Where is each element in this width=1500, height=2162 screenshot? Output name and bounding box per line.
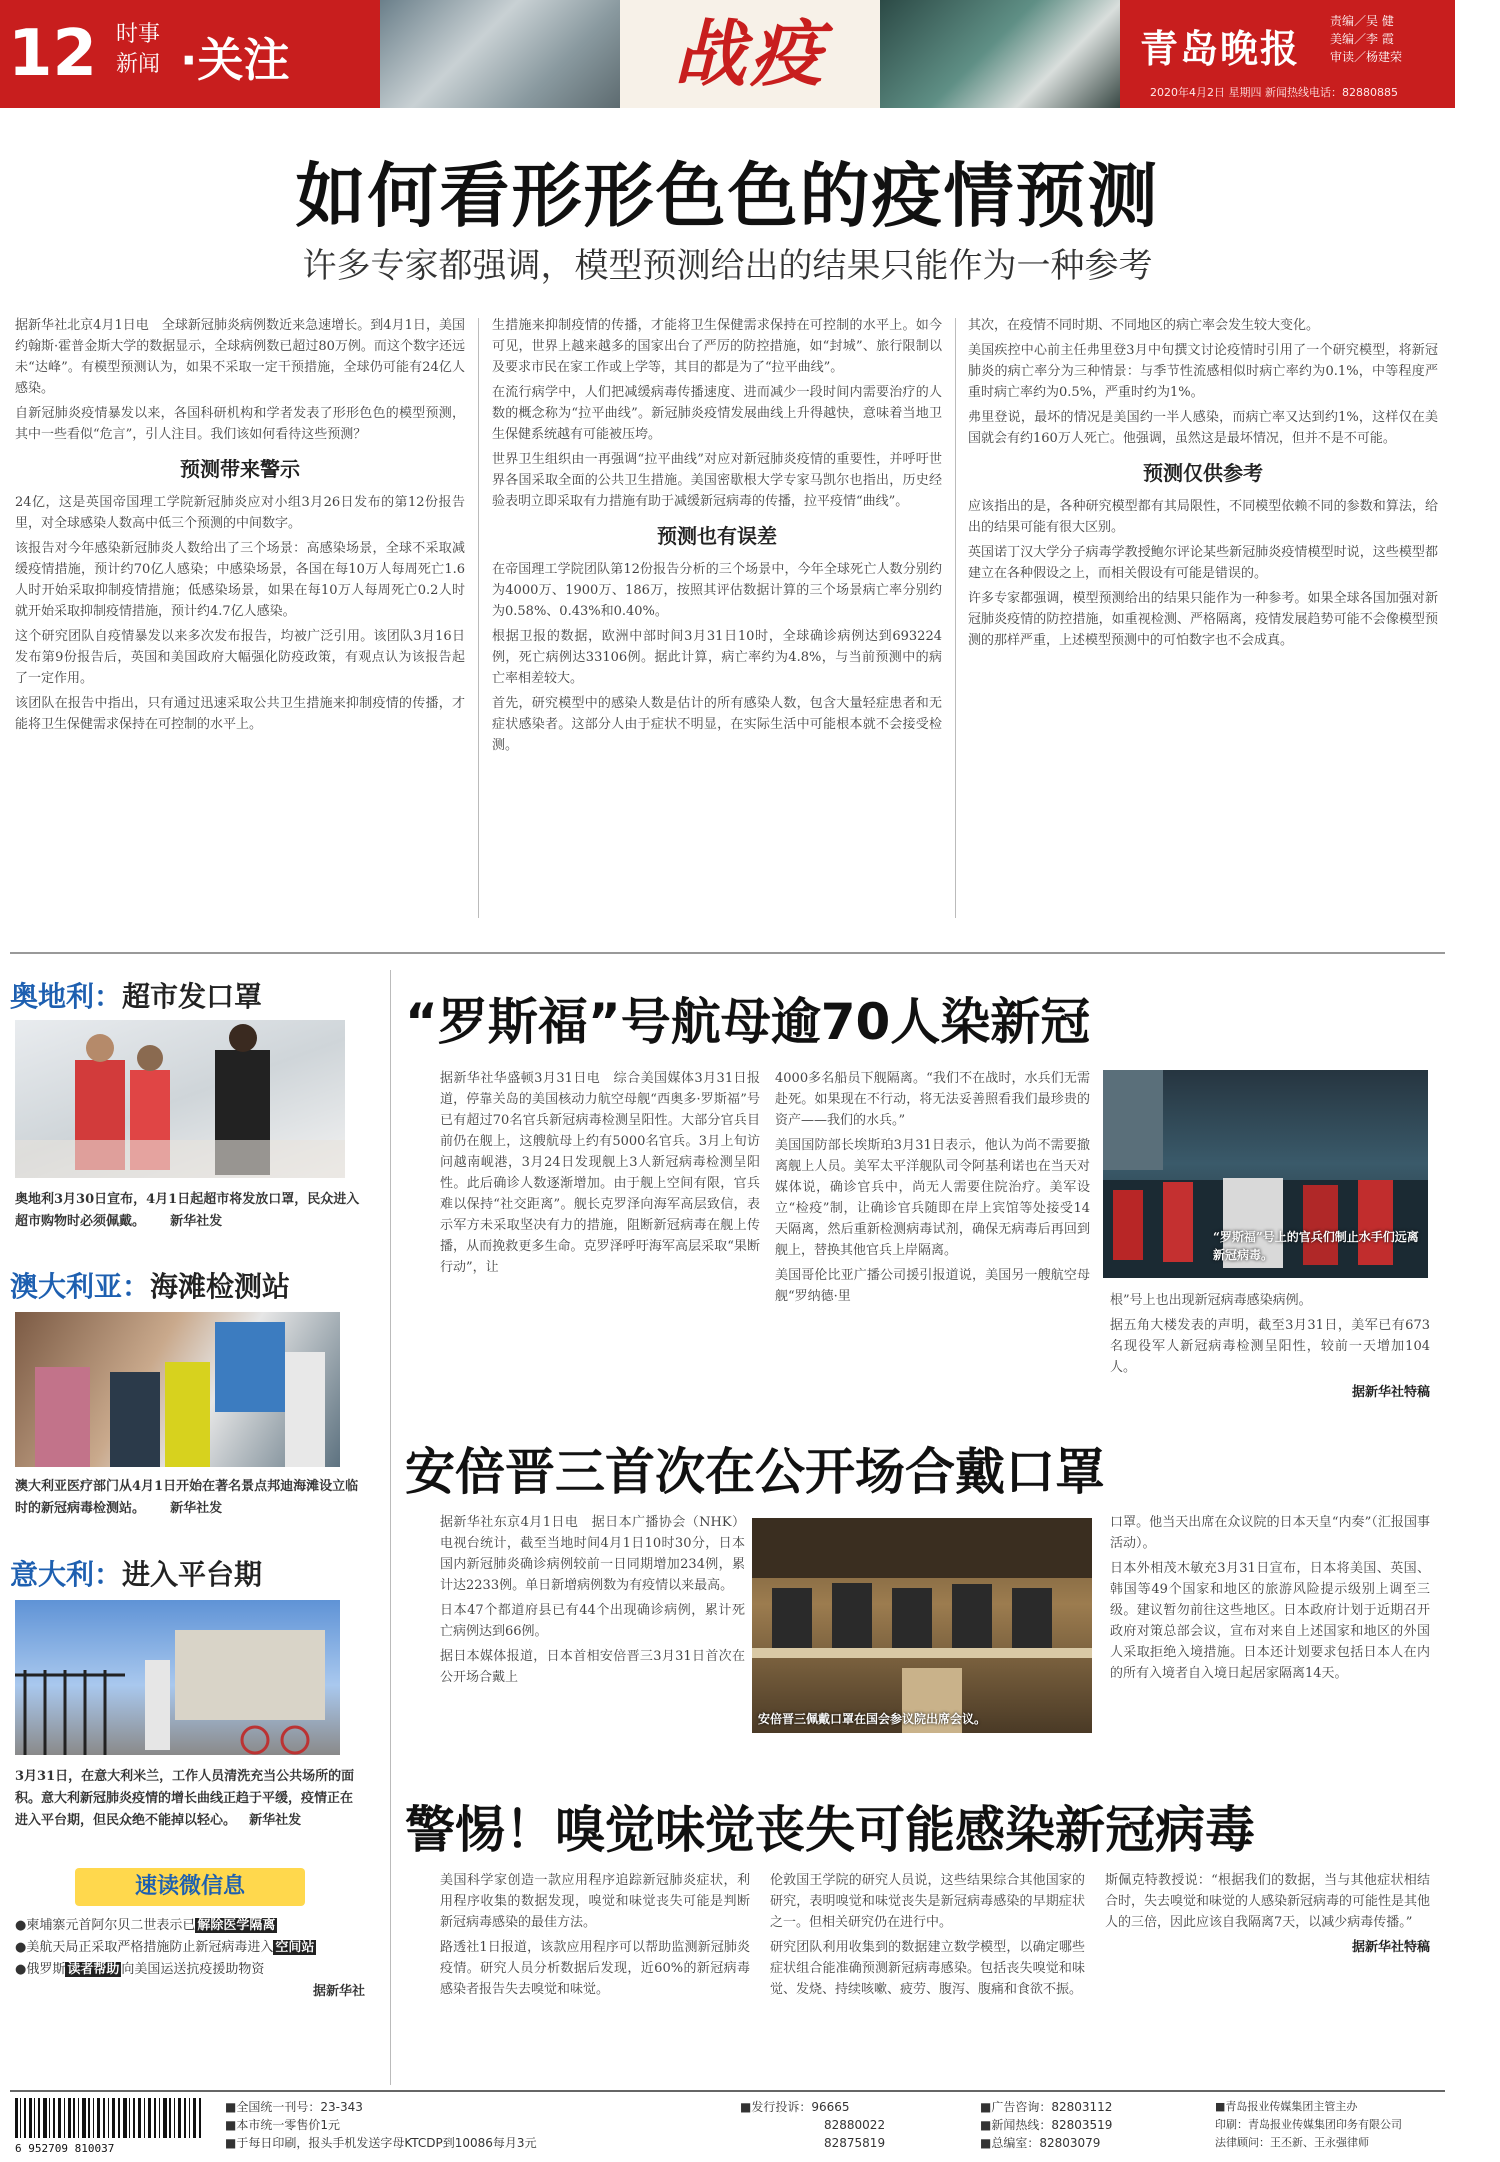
paragraph: 日本外相茂木敏充3月31日宣布，日本将美国、英国、韩国等49个国家和地区的旅游风险提示级别上调至三级。建议暂勿前往这些地区。日本政府计划于近期召开政府对策总部会议，宣布对来自上述国家和地区的外国人采取拒绝入境措施。日本还计划要求包括日本人在内的所有入境者自入境日起居家隔离14天。	[1110, 1561, 1430, 1681]
paragraph: 口罩。他当天出席在众议院的日本天皇“内奏”（汇报国事活动）。	[1110, 1515, 1430, 1551]
paragraph: 研究团队利用收集到的数据建立数学模型，以确定哪些症状组合能准确预测新冠病毒感染。包括丧失嗅觉和味觉、发烧、持续咳嗽、疲劳、腹泻、腹痛和食欲不振。	[770, 1940, 1085, 1997]
brief-highlight: 读者帮助	[67, 1962, 120, 1977]
australia-country: 澳大利亚：	[10, 1270, 151, 1303]
abe-photo	[752, 1518, 1092, 1733]
paragraph: 美国科学家创造一款应用程序追踪新冠肺炎症状，利用程序收集的数据发现，嗅觉和味觉丧失可能是判断新冠病毒感染的最佳方法。	[440, 1873, 750, 1930]
publisher-line-2: 印刷：青岛报业传媒集团印务有限公司	[1215, 2118, 1402, 2131]
news-phone: ■新闻热线：82803519	[980, 2118, 1113, 2132]
lead-headline: 如何看形形色色的疫情预测	[295, 155, 1160, 237]
abe-column-1	[440, 1512, 745, 1737]
smell-credit: 据新华社特稿	[1351, 1940, 1430, 1955]
delivery-phone-1: 96665	[811, 2100, 850, 2114]
australia-caption-block	[15, 1475, 365, 1519]
section-line1: 时事	[115, 22, 160, 47]
smell-column-2	[770, 1870, 1085, 2085]
sidebar-italy	[10, 1553, 380, 1593]
australia-title	[10, 1265, 380, 1305]
subhead-warning: 预测带来警示	[180, 457, 300, 481]
column-divider	[955, 318, 956, 918]
section-rule	[10, 952, 1445, 954]
publisher-line-1: ■青岛报业传媒集团主管主办	[1215, 2100, 1358, 2113]
australia-photo	[15, 1312, 340, 1467]
brief-text: ●俄罗斯	[15, 1962, 66, 1977]
brief-header-box	[75, 1868, 305, 1906]
section-name: ·关注	[180, 33, 290, 87]
paragraph: 许多专家都强调，模型预测给出的结果只能作为一种参考。如果全球各国加强对新冠肺炎疫情的防控措施，如重视检测、严格隔离，疫情发展趋势可能不会像模型预测的那样严重，上述模型预测中的可怕数字也不会成真。	[968, 591, 1438, 648]
brief-item-3	[15, 1959, 365, 1981]
austria-country: 奥地利：	[10, 980, 123, 1013]
delivery-phone-2: 82880022	[824, 2118, 886, 2132]
smell-column-1	[440, 1870, 750, 2085]
carrier-photo	[1103, 1070, 1428, 1278]
italy-title	[10, 1553, 380, 1593]
paragraph: 据新华社北京4月1日电 全球新冠肺炎病例数近来急速增长。到4月1日，美国约翰斯·霍普金斯大学的数据显示，全球病例数已超过80万例。而这个数字还远未“达峰”。有模型预测认为，如果不采取一定干预措施，全球仍可能有24亿人感染。	[15, 318, 465, 396]
column-divider	[478, 318, 479, 918]
carrier-credit: 据新华社特稿	[1351, 1385, 1430, 1400]
delivery-label: ■发行投诉：	[740, 2100, 812, 2114]
subhead-reference: 预测仅供参考	[1143, 461, 1263, 485]
paragraph: 这个研究团队自疫情暴发以来多次发布报告，均被广泛引用。该团队3月16日发布第9份报告后，英国和美国政府大幅强化防疫政策，有观点认为该报告起了一定作用。	[15, 629, 465, 686]
abe-photo-art	[752, 1518, 1092, 1733]
paragraph: 4000多名船员下舰隔离。“我们不在战时，水兵们无需赴死。如果现在不行动，将无法妥善照看我们最珍贵的资产——我们的水兵。”	[775, 1071, 1090, 1128]
paragraph: 据新华社华盛顿3月31日电 综合美国媒体3月31日报道，停靠关岛的美国核动力航空母舰“西奥多·罗斯福”号已有超过70名官兵新冠病毒检测呈阳性。大部分官兵目前仍在舰上，这艘航母上约有5000名官兵。3月上旬访问越南岘港，3月24日发现舰上3人新冠病毒检测呈阳性。此后确诊人数逐渐增加。由于舰上空间有限，官兵难以保持“社交距离”。舰长克罗泽向海军高层致信，表示军方未采取坚决有力的措施，阻断新冠病毒在舰上传播，从而挽救更多生命。克罗泽呼吁海军高层采取“果断行动”，让	[440, 1071, 760, 1275]
publisher-line-3: 法律顾问：王丕新、王永强律师	[1215, 2136, 1369, 2149]
sidebar-austria	[10, 975, 380, 1015]
editor-3: 审读／杨建荣	[1330, 50, 1403, 64]
masthead-photo-medic	[380, 0, 620, 108]
brief-text: ●柬埔寨元首阿尔贝二世表示已	[15, 1918, 196, 1933]
paragraph: 该报告对今年感染新冠肺炎人数给出了三个场景：高感染场景，全球不采取减缓疫情措施，预计约70亿人感染；中感染场景，各国在每10万人每周死亡1.6人时开始采取抑制疫情措施；低感染场景，如果在每10万人每周死亡0.2人时就开始采取抑制疫情措施，预计约4.7亿人感染。	[15, 541, 465, 619]
carrier-column-2	[775, 1068, 1090, 1448]
footer-publisher	[1215, 2098, 1445, 2152]
footer-pricing	[225, 2098, 555, 2152]
austria-caption: 奥地利3月30日宣布，4月1日起超市将发放口罩，民众进入超市购物时必须佩戴。	[15, 1192, 360, 1229]
paragraph: 根据卫报的数据，欧洲中部时间3月31日10时，全球确诊病例达到693224例，死亡病例达33106例。据此计算，病亡率约为4.8%，与当前预测中的病亡率相差较大。	[492, 629, 942, 686]
smell-column-3	[1105, 1870, 1430, 2085]
paragraph: 24亿，这是英国帝国理工学院新冠肺炎应对小组3月26日发布的第12份报告里，对全球感染人数高中低三个预测的中间数字。	[15, 495, 465, 531]
paragraph: 自新冠肺炎疫情暴发以来，各国科研机构和学者发表了形形色色的模型预测，其中一些看似“危言”，引人注目。我们该如何看待这些预测？	[15, 406, 465, 442]
italy-topic: 进入平台期	[122, 1558, 263, 1591]
austria-title	[10, 975, 380, 1015]
carrier-headline: “罗斯福”号航母逾70人染新冠	[405, 993, 1091, 1051]
editor-credits	[1330, 12, 1450, 66]
austria-caption-block	[15, 1188, 365, 1232]
brief-text: ●美航天局正采取严格措施防止新冠病毒进入	[15, 1940, 274, 1955]
paragraph: 该团队在报告中指出，只有通过迅速采取公共卫生措施来抑制疫情的传播，才能将卫生保健需求保持在可控制的水平上。	[15, 696, 465, 732]
section-label	[98, 20, 178, 80]
delivery-phone-3: 82875819	[824, 2136, 886, 2150]
austria-credit: 新华社发	[170, 1214, 223, 1229]
lead-column-1	[15, 315, 465, 920]
abe-headline: 安倍晋三首次在公开场合戴口罩	[405, 1443, 1105, 1501]
lead-subheadline: 许多专家都强调，模型预测给出的结果只能作为一种参考	[302, 246, 1153, 286]
carrier-column-3	[1110, 1290, 1430, 1450]
paragraph: 在帝国理工学院团队第12份报告分析的三个场景中，今年全球死亡人数分别约为4000万、1900万、186万，按照其评估数据计算的三个场景病亡率分别约为0.58%、0.43%和0.40%。	[492, 562, 942, 619]
masthead-photo-ward	[880, 0, 1120, 108]
ad-phone: ■广告咨询：82803112	[980, 2100, 1113, 2114]
section-line2: 新闻	[115, 52, 160, 77]
brief-item-2	[15, 1937, 365, 1959]
banner-title: 战疫	[620, 0, 880, 108]
paragraph: 美国国防部长埃斯珀3月31日表示，他认为尚不需要撤离舰上人员。美军太平洋舰队司令阿基利诺也在当天对媒体说，确诊官兵中，尚无人需要住院治疗。美军设立“检疫”制，让确诊官兵随即在岸上宾馆等处接受14天隔离，然后重新检测病毒试剂，确保无病毒后再回到舰上，替换其他官兵上岸隔离。	[775, 1138, 1090, 1258]
brief-text: 向美国运送抗疫援助物资	[121, 1962, 265, 1977]
austria-photo-art	[15, 1020, 345, 1178]
footer-mobile: ■于每日印刷，报头手机发送字母KTCDP到10086每月3元	[225, 2136, 537, 2150]
italy-caption: 3月31日，在意大利米兰，工作人员清洗充当公共场所的面积。意大利新冠肺炎疫情的增长曲线正趋于平缓，疫情正在进入平台期，但民众绝不能掉以轻心。	[15, 1769, 355, 1828]
australia-topic: 海滩检测站	[150, 1270, 291, 1303]
brief-highlight: 解除医学隔离	[197, 1918, 276, 1933]
italy-caption-block	[15, 1765, 365, 1831]
paragraph: 据新华社东京4月1日电 据日本广播协会（NHK）电视台统计，截至当地时间4月1日10时30分，日本国内新冠肺炎确诊病例较前一日同期增加234例，累计达2233例。单日新增病例数为有疫情以来最高。	[440, 1515, 745, 1593]
abe-photo-caption: 安倍晋三佩戴口罩在国会参议院出席会议。	[758, 1712, 987, 1726]
footer-delivery	[740, 2098, 920, 2152]
abe-column-2	[1110, 1512, 1430, 1737]
paragraph: 斯佩克特教授说：“根据我们的数据，当与其他症状相结合时，失去嗅觉和味觉的人感染新冠病毒的可能性是其他人的三倍，因此应该自我隔离7天，以减少病毒传播。”	[1105, 1873, 1430, 1930]
brief-list	[15, 1915, 365, 2003]
paragraph: 在流行病学中，人们把减缓病毒传播速度、进而减少一段时间内需要治疗的人数的概念称为“拉平曲线”。新冠肺炎疫情发展曲线上升得越快，意味着当地卫生保健系统越有可能被压垮。	[492, 385, 942, 442]
carrier-column-1	[440, 1068, 760, 1448]
paragraph: 美国疾控中心前主任弗里登3月中旬撰文讨论疫情时引用了一个研究模型，将新冠肺炎的病亡率分为三种情景：与季节性流感相似时病亡率约为0.1%，中等程度严重时病亡率约为0.5%，严重时约为1%。	[968, 343, 1438, 400]
editor-1: 责编／吴 健	[1330, 14, 1394, 28]
paragraph: 根”号上也出现新冠病毒感染病例。	[1110, 1293, 1312, 1308]
austria-topic: 超市发口罩	[122, 980, 263, 1013]
paragraph: 伦敦国王学院的研究人员说，这些结果综合其他国家的研究，表明嗅觉和味觉丧失是新冠病毒感染的早期症状之一。但相关研究仍在进行中。	[770, 1873, 1085, 1930]
footer-issn: ■全国统一刊号：23-343	[225, 2100, 363, 2114]
paragraph: 美国哥伦比亚广播公司援引报道说，美国另一艘航空母舰“罗纳德·里	[775, 1268, 1090, 1304]
brief-highlight: 空间站	[275, 1940, 315, 1955]
page-number: 12	[8, 17, 98, 91]
paragraph: 首先，研究模型中的感染人数是估计的所有感染人数，包含大量轻症患者和无症状感染者。这部分人由于症状不明显，在实际生活中可能根本就不会接受检测。	[492, 696, 942, 753]
footer-phones	[980, 2098, 1190, 2152]
footer-price: ■本市统一零售价1元	[225, 2118, 340, 2132]
paragraph: 路透社1日报道，该款应用程序可以帮助监测新冠肺炎疫情。研究人员分析数据后发现，近60%的新冠病毒感染者报告失去嗅觉和味觉。	[440, 1940, 750, 1997]
barcode	[15, 2098, 205, 2155]
lead-column-2	[492, 315, 942, 920]
paragraph: 据日本媒体报道，日本首相安倍晋三3月31日首次在公开场合戴上	[440, 1649, 745, 1685]
australia-photo-art	[15, 1312, 340, 1467]
italy-photo-art	[15, 1600, 340, 1755]
italy-credit: 新华社发	[249, 1813, 302, 1828]
sidebar-australia	[10, 1265, 380, 1305]
office-phone: ■总编室：82803079	[980, 2136, 1101, 2150]
issue-info: 2020年4月2日 星期四 新闻热线电话：82880885	[1150, 86, 1398, 99]
brief-item-1	[15, 1915, 365, 1937]
paragraph: 日本47个都道府县已有44个出现确诊病例，累计死亡病例达到66例。	[440, 1603, 745, 1639]
subhead-error: 预测也有误差	[657, 524, 777, 548]
paragraph: 弗里登说，最坏的情况是美国约一半人感染，而病亡率又达到约1%，这样仅在美国就会有约160万人死亡。他强调，虽然这是最坏情况，但并不是不可能。	[968, 410, 1438, 446]
italy-photo	[15, 1600, 340, 1755]
barcode-digits: 6 952709 810037	[15, 2142, 115, 2155]
paragraph: 生措施来抑制疫情的传播，才能将卫生保健需求保持在可控制的水平上。如今可见，世界上越来越多的国家出台了严厉的防控措施，如“封城”、旅行限制以及要求市民在家工作或上学等，其目的都是为了“拉平曲线”。	[492, 318, 942, 375]
carrier-photo-caption: “罗斯福”号上的官兵们制止水手们远离新冠病毒。	[1213, 1230, 1419, 1262]
paragraph: 英国诺丁汉大学分子病毒学教授鲍尔评论某些新冠肺炎疫情模型时说，这些模型都建立在各种假设之上，而相关假设有可能是错误的。	[968, 545, 1438, 581]
paragraph: 应该指出的是，各种研究模型都有其局限性，不同模型依赖不同的参数和算法，给出的结果可能有很大区别。	[968, 499, 1438, 535]
austria-photo	[15, 1020, 345, 1178]
footer-rule	[10, 2090, 1445, 2092]
brief-credit: 据新华社	[312, 1984, 365, 1999]
sidebar-divider	[390, 970, 391, 2085]
paragraph: 世界卫生组织由一再强调“拉平曲线”对应对新冠肺炎疫情的重要性，并呼吁世界各国采取全面的公共卫生措施。美国密歇根大学专家马凯尔也指出，历史经验表明立即采取有力措施有助于减缓新冠病毒的传播，拉平疫情“曲线”。	[492, 452, 942, 509]
australia-caption: 澳大利亚医疗部门从4月1日开始在著名景点邦迪海滩设立临时的新冠病毒检测站。	[15, 1479, 359, 1516]
paragraph: 其次，在疫情不同时期、不同地区的病亡率会发生较大变化。	[968, 318, 1320, 333]
brief-header: 速读微信息	[134, 1874, 245, 1899]
barcode-bars	[15, 2098, 205, 2138]
smell-headline: 警惕！嗅觉味觉丧失可能感染新冠病毒	[405, 1801, 1255, 1859]
editor-2: 美编／李 霞	[1330, 32, 1394, 46]
paper-logo: 青岛晚报	[1140, 26, 1301, 71]
italy-country: 意大利：	[10, 1558, 123, 1591]
lead-column-3	[968, 315, 1438, 920]
paragraph: 据五角大楼发表的声明，截至3月31日，美军已有673名现役军人新冠病毒检测呈阳性，较前一天增加104人。	[1110, 1318, 1430, 1375]
australia-credit: 新华社发	[170, 1501, 223, 1516]
